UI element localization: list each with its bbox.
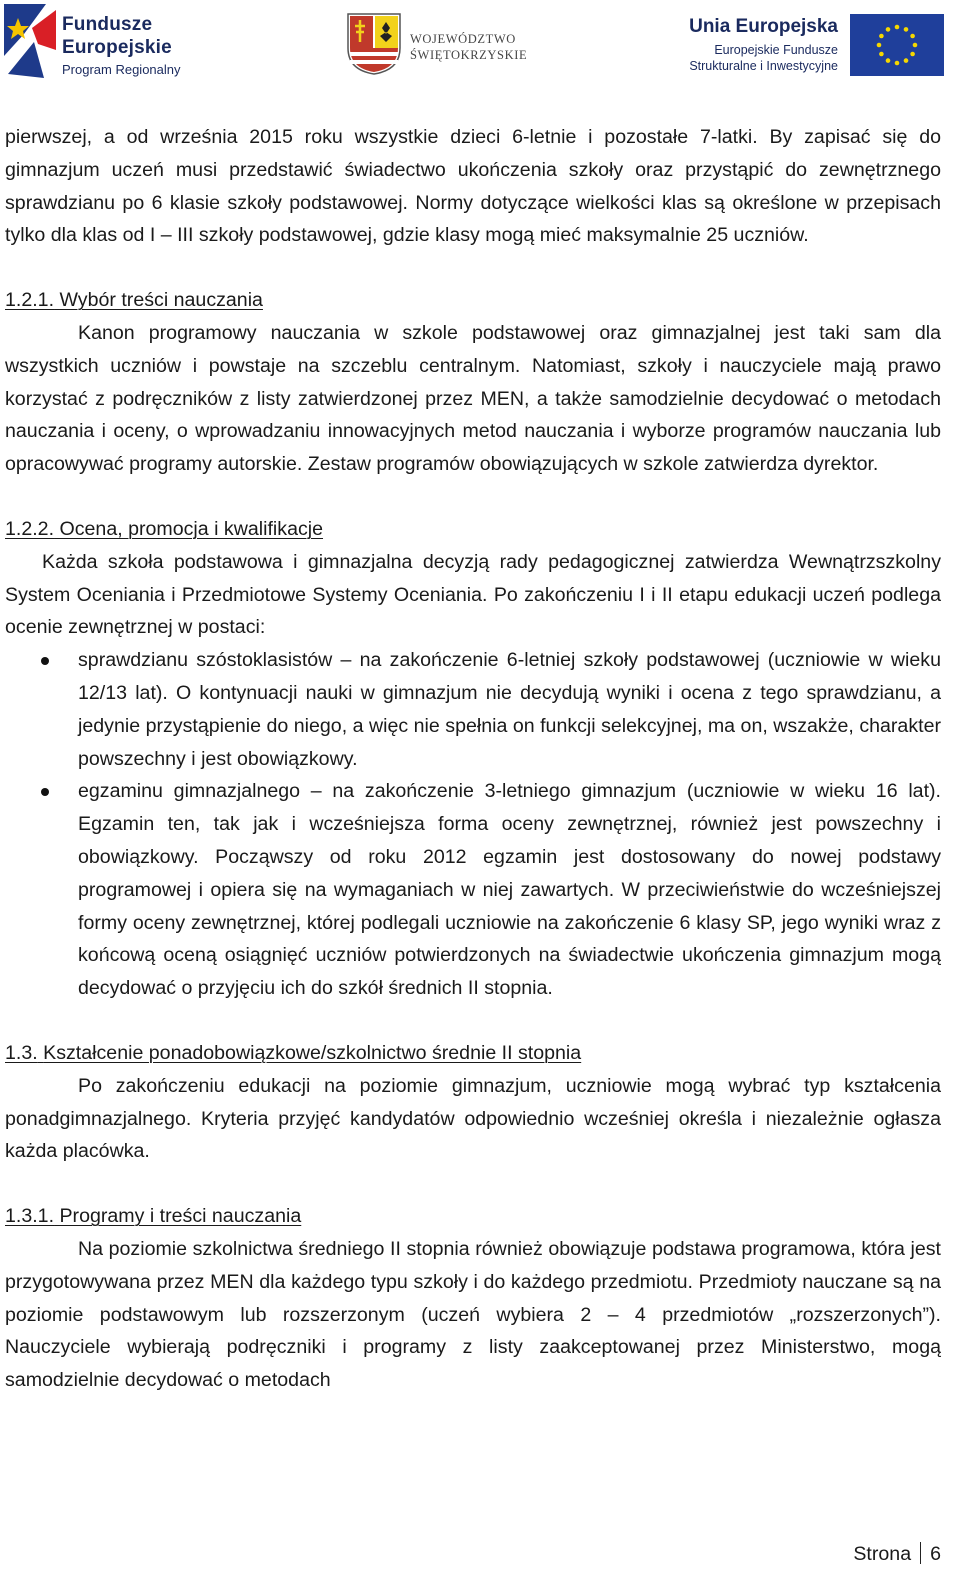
heading-1-3-1 (5, 1200, 941, 1233)
heading-1-2-2 (5, 513, 941, 546)
coat-of-arms-icon (346, 12, 402, 76)
logo-fe-line1: Fundusze (62, 14, 153, 35)
fundusze-europejskie-mark-icon (4, 4, 56, 78)
list-item (5, 775, 941, 1005)
bullet-icon (41, 657, 49, 665)
page-number: 6 (930, 1543, 941, 1565)
assessment-list (5, 644, 941, 1005)
heading-title: Ocena, promocja i kwalifikacje (59, 517, 324, 540)
page-footer (853, 1542, 941, 1566)
logo-ue-line3: Strukturalne i Inwestycyjne (689, 59, 838, 73)
footer-separator (920, 1542, 921, 1564)
logo-ue-line1: Unia Europejska (689, 16, 838, 37)
wojewodztwo-swietokrzyskie-logo (346, 12, 546, 82)
list-item (5, 644, 941, 775)
document-body (5, 121, 941, 1397)
heading-number: 1.3.1. (5, 1205, 55, 1228)
heading-number: 1.3. (5, 1041, 38, 1064)
heading-title: Wybór treści nauczania (59, 289, 263, 312)
paragraph-content-selection: Kanon programowy nauczania w szkole podstawowej oraz gimnazjalnej jest taki sam dla wszystkich uczniów i powstaje na szczeblu centralnym. Natomiast, szkoły i nauczyciele mają prawo korzystać z podręczników z listy zatwierdzonej przez MEN, a także samodzielnie decydować o metodach nauczania i oceny, o wprowadzaniu innowacyjnych metod nauczania i wyborze programów nauczania lub opracowywać programy autorskie. Zestaw programów obowiązujących w szkole zatwierdza dyrektor. (5, 321, 941, 476)
logo-ue-line2: Europejskie Fundusze (714, 43, 838, 57)
heading-title: Programy i treści nauczania (59, 1205, 302, 1228)
list-item-text: egzaminu gimnazjalnego – na zakończenie 3-letniego gimnazjum (uczniowie w wieku 16 lat). Egzamin ten, tak jak i wcześniejsza forma oceny zewnętrznej, również jest powszechny i obowiązkowy. Począwszy od roku 2012 egzamin jest dostosowany do nowej podstawy programowej i opiera się na wymaganiach w niej zawartych. W przeciwieństwie do wcześniejszej formy oceny zewnętrznej, której podlegali uczniowie na zakończenie 6 klasy SP, jego wyniki wraz z końcową oceną osiągnięć uczniów potwierdzonych na świadectwie ukończenia gimnazjum mogą decydować o przyjęciu ich do szkół średnich II stopnia. (78, 780, 941, 1000)
bullet-icon (41, 788, 49, 796)
logo-fe-line2: Europejskie (62, 37, 172, 58)
unia-europejska-logo (660, 14, 950, 84)
heading-1-2-1 (5, 284, 941, 317)
heading-number: 1.2.1. (5, 289, 55, 312)
page-header (0, 0, 960, 90)
heading-1-3 (5, 1037, 941, 1070)
heading-number: 1.2.2. (5, 517, 55, 540)
paragraph-secondary-education: Po zakończeniu edukacji na poziomie gimnazjum, uczniowie mogą wybrać typ kształcenia ponadgimnazjalnego. Kryteria przyjęć kandydatów odpowiednio wcześniej określa i niezależnie ogłasza każda placówka. (5, 1074, 941, 1163)
logo-ws-line2: ŚWIĘTOKRZYSKIE (410, 48, 528, 62)
logo-ws-line1: WOJEWÓDZTWO (410, 32, 516, 46)
heading-title: Kształcenie ponadobowiązkowe/szkolnictwo średnie II stopnia (43, 1041, 582, 1064)
paragraph-programs: Na poziomie szkolnictwa średniego II stopnia również obowiązuje podstawa programowa, która jest przygotowywana przez MEN dla każdego typu szkoły i do każdego przedmiotu. Przedmioty nauczane są na poziomie podstawowym lub rozszerzonym (uczeń wybiera 2 – 4 przedmiotów „rozszerzonych”). Nauczyciele wybierają podręczniki i programy z listy zaakceptowanej przez Ministerstwo, mogą samodzielnie decydować o metodach (5, 1237, 941, 1392)
paragraph-assessment: Każda szkoła podstawowa i gimnazjalna decyzją rady pedagogicznej zatwierdza Wewnątrzszkolny System Oceniania i Przedmiotowe Systemy Oceniania. Po zakończeniu I i II etapu edukacji uczeń podlega ocenie zewnętrznej w postaci: (5, 550, 941, 639)
paragraph-intro: pierwszej, a od września 2015 roku wszystkie dzieci 6-letnie i pozostałe 7-latki. By zapisać się do gimnazjum uczeń musi przedstawić świadectwo ukończenia szkoły oraz przystąpić do zewnętrznego sprawdzianu po 6 klasie szkoły podstawowej. Normy dotyczące wielkości klas są określone w przepisach tylko dla klas od I – III szkoły podstawowej, gdzie klasy mogą mieć maksymalnie 25 uczniów. (5, 126, 941, 247)
eu-flag-icon (850, 14, 944, 76)
fundusze-europejskie-logo (4, 4, 194, 82)
list-item-text: sprawdzianu szóstoklasistów – na zakończenie 6-letniej szkoły podstawowej (uczniowie w wieku 12/13 lat). O kontynuacji nauki w gimnazjum nie decydują wyniki i ocena z tego sprawdzianu, a jedynie przystąpienie do niego, a więc nie spełnia on funkcji selekcyjnej, ma on, wszakże, charakter powszechny i jest obowiązkowy. (78, 649, 941, 770)
logo-fe-line3: Program Regionalny (62, 62, 181, 77)
page-label: Strona (853, 1543, 912, 1565)
